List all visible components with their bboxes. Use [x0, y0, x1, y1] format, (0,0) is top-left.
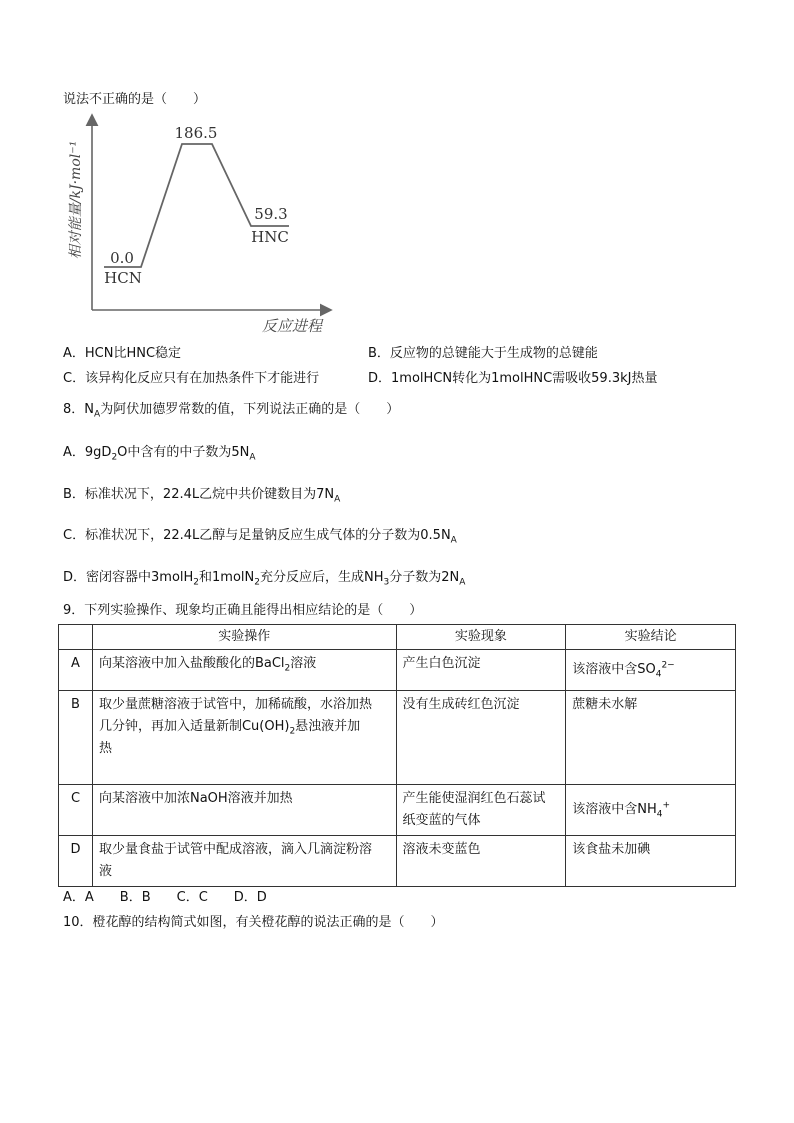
header-blank: [59, 625, 93, 650]
q9-stem: 9．下列实验操作、现象均正确且能得出相应结论的是（ ）: [63, 603, 423, 618]
table-header-row: [59, 625, 736, 650]
q9-answer-options: A．A B．B C．C D．D: [63, 890, 267, 905]
peak-value: 186.5: [174, 124, 218, 142]
table-row: [59, 785, 736, 836]
x-axis-label: 反应进程: [261, 317, 323, 335]
row-phenomenon: 没有生成砖红色沉淀: [396, 691, 566, 785]
row-conclusion: 该溶液中含$NH_4^+$: [566, 785, 736, 836]
row-operation: 取少量蔗糖溶液于试管中，加稀硫酸，水浴加热 几分钟，再加入适量新制$Cu(OH)_2$悬浊液并加 热: [92, 691, 396, 785]
end-value: 59.3: [254, 205, 288, 223]
start-value: 0.0: [110, 249, 134, 267]
header-operation: 实验操作: [92, 625, 396, 650]
q8-option-c: C．标准状况下，22.4L乙醇与足量钠反应生成气体的分子数为$0.5N_A$: [63, 528, 457, 546]
row-phenomenon: 产生白色沉淀: [396, 650, 566, 691]
row-conclusion: 该食盐未加碘: [566, 836, 736, 887]
row-phenomenon: 溶液未变蓝色: [396, 836, 566, 887]
row-operation: 取少量食盐于试管中配成溶液，滴入几滴淀粉溶 液: [92, 836, 396, 887]
row-operation: 向某溶液中加浓NaOH溶液并加热: [92, 785, 396, 836]
table-row: [59, 836, 736, 887]
q7-option-b: B．反应物的总键能大于生成物的总键能: [368, 346, 598, 361]
q7-option-d: D．1molHCN转化为1molHNC需吸收59.3kJ热量: [368, 371, 658, 386]
row-label: B: [59, 691, 93, 785]
row-label: A: [59, 650, 93, 691]
energy-curve: [104, 144, 289, 267]
header-conclusion: 实验结论: [566, 625, 736, 650]
row-conclusion: 蔗糖未水解: [566, 691, 736, 785]
start-species: HCN: [104, 269, 142, 287]
q8-option-b: B．标准状况下，22.4L乙烷中共价键数目为$7N_A$: [63, 487, 341, 505]
row-label: D: [59, 836, 93, 887]
row-phenomenon: 产生能使湿润红色石蕊试 纸变蓝的气体: [396, 785, 566, 836]
end-species: HNC: [251, 228, 289, 246]
row-label: C: [59, 785, 93, 836]
q8-option-d: D．密闭容器中3molH$_2$和1molN$_2$充分反应后，生成$NH_3$分子数为$2N_A$: [63, 570, 466, 588]
q8-stem: 8．$N_A$为阿伏加德罗常数的值，下列说法正确的是（ ）: [63, 402, 400, 420]
y-axis-label: 相对能量/kJ·mol⁻¹: [68, 140, 84, 260]
q10-stem: 10．橙花醇的结构简式如图，有关橙花醇的说法正确的是（ ）: [63, 915, 444, 930]
header-phenomenon: 实验现象: [396, 625, 566, 650]
table-row: [59, 691, 736, 785]
experiment-table: [58, 624, 736, 887]
table-row: [59, 650, 736, 691]
q8-option-a: A．$9gD_2O$中含有的中子数为$5N_A$: [63, 445, 256, 463]
q7-option-c: C．该异构化反应只有在加热条件下才能进行: [63, 371, 320, 386]
q7-option-a: A．HCN比HNC稳定: [63, 346, 182, 361]
q7-intro: 说法不正确的是（ ）: [63, 92, 207, 107]
row-conclusion: 该溶液中含$SO_4^{2-}$: [566, 650, 736, 691]
row-operation: 向某溶液中加入盐酸酸化的BaCl$_2$溶液: [92, 650, 396, 691]
